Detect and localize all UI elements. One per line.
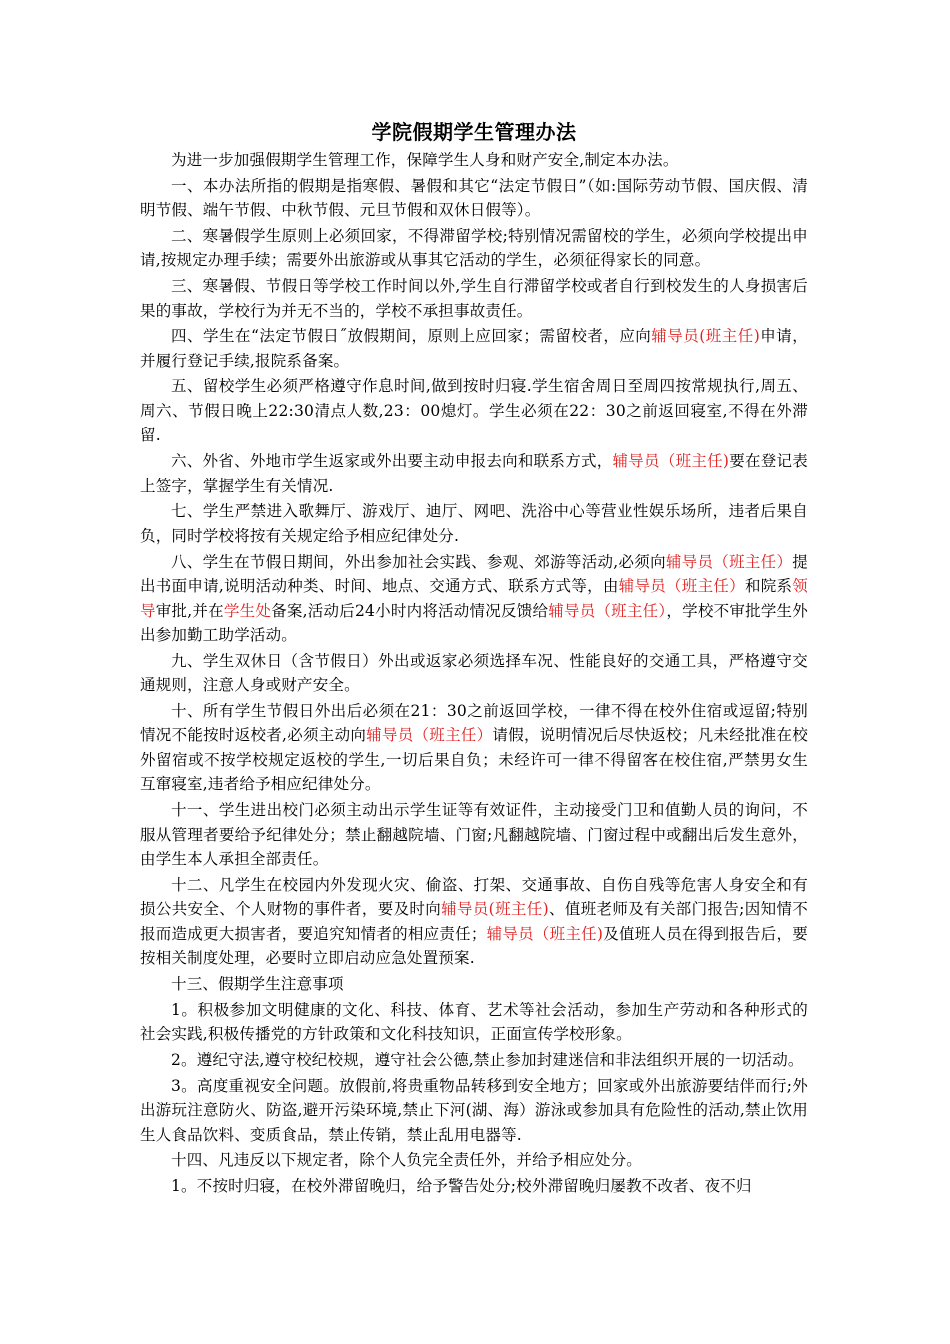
paragraph — [140, 274, 808, 323]
paragraph-text: 十、所有学生节假日外出后必须在21：30之前返回学校，一律不得在校外住宿或逗留;特别情况不能按时返校者,必须主动向 — [140, 701, 808, 745]
paragraph-text: 申请，并履行登记手续,报院系备案。 — [140, 327, 808, 370]
paragraph — [140, 499, 808, 548]
highlighted-text: 辅导员(班主任) — [441, 900, 549, 919]
highlighted-text: 辅导员（班主任） — [618, 577, 745, 595]
highlighted-text: 领导 — [140, 577, 808, 620]
paragraph-text: 十一、学生进出校门必须主动出示学生证等有效证件，主动接受门卫和值勤人员的询问，不服从管理者要给予纪律处分；禁止翻越院墙、门窗;凡翻越院墙、门窗过程中或翻出后发生意外，由学生本人承担全部责任。 — [140, 801, 808, 869]
highlighted-text: 辅导员（班主任） — [665, 552, 793, 571]
paragraph-text: 七、学生严禁进入歌舞厅、游戏厅、迪厅、网吧、洗浴中心等营业性娱乐场所，违者后果自负，同时学校将按有关规定给予相应纪律处分. — [140, 502, 808, 545]
document-title: 学院假期学生管理办法 — [371, 120, 577, 144]
highlighted-text: 学生处 — [223, 601, 272, 620]
paragraph — [140, 148, 808, 173]
paragraph-text: 十四、凡违反以下规定者，除个人负完全责任外，并给予相应处分。 — [171, 1151, 643, 1170]
paragraph-text: 审批,并在 — [155, 601, 224, 620]
paragraph — [140, 873, 808, 971]
paragraph-text: 三、寒暑假、节假日等学校工作时间以外,学生自行滞留学校或者自行到校发生的人身损害后果的事故，学校行为并无不当的，学校不承担事故责任。 — [140, 277, 808, 320]
paragraph-text: ，学校不审批学生外出参加勤工助学活动。 — [140, 601, 808, 644]
paragraph-text: 二、寒暑假学生原则上必须回家，不得滞留学校;特别情况需留校的学生，必须向学校提出申请,按规定办理手续；需要外出旅游或从事其它活动的学生，必须征得家长的同意。 — [140, 226, 808, 270]
paragraph-text: 备案,活动后24小时内将活动情况反馈给 — [271, 601, 549, 620]
paragraph-text: 四、学生在“法定节假日˝放假期间，原则上应回家；需留校者，应向 — [171, 327, 652, 346]
paragraph — [140, 324, 808, 373]
paragraph — [140, 224, 808, 273]
highlighted-text: 辅导员（班主任) — [486, 924, 604, 943]
paragraph — [140, 1048, 808, 1073]
paragraph-text: 3。高度重视安全问题。放假前,将贵重物品转移到安全地方；回家或外出旅游要结伴而行;外出游玩注意防火、防盗,避开污染环境,禁止下河(湖、海）游泳或参加具有危险性的活动,禁止饮用生人食品饮料、变质食品，禁止传销，禁止乱用电器等. — [140, 1076, 808, 1144]
highlighted-text: 辅导员(班主任) — [651, 327, 761, 346]
paragraph — [140, 998, 808, 1047]
paragraph — [140, 1174, 808, 1199]
paragraph-text: 2。遵纪守法,遵守校纪校规，遵守社会公德,禁止参加封建迷信和非法组织开展的一切活动。 — [171, 1050, 804, 1069]
paragraph-text: 为进一步加强假期学生管理工作，保障学生人身和财产安全,制定本办法。 — [171, 151, 679, 169]
paragraph-text: 提出书面申请,说明活动种类、时间、地点、交通方式、联系方式等，由 — [140, 552, 808, 595]
paragraph-text: 和院系 — [744, 577, 793, 595]
document-body — [140, 148, 808, 1198]
paragraph — [140, 449, 808, 498]
paragraph-text: 六、外省、外地市学生返家或外出要主动申报去向和联系方式， — [171, 452, 613, 471]
paragraph-text: 要在登记表上签字，掌握学生有关情况. — [140, 452, 808, 495]
paragraph-text: 1。不按时归寝，在校外滞留晚归，给予警告处分;校外滞留晚归屡教不改者、夜不归 — [171, 1176, 752, 1195]
paragraph — [140, 550, 808, 648]
paragraph-text: 九、学生双休日（含节假日）外出或返家必须选择车况、性能良好的交通工具，严格遵守交通规则，注意人身或财产安全。 — [140, 651, 808, 695]
paragraph — [140, 798, 808, 872]
paragraph-text: 八、学生在节假日期间，外出参加社会实践、参观、郊游等活动,必须向 — [171, 552, 666, 571]
paragraph — [140, 1074, 808, 1148]
document-page — [140, 118, 808, 1200]
paragraph-text: 、值班老师及有关部门报告;因知情不报而造成更大损害者，要追究知情者的相应责任； — [140, 900, 808, 943]
paragraph-text: 十三、假期学生注意事项 — [171, 974, 344, 993]
paragraph — [140, 972, 808, 997]
paragraph-text: 五、留校学生必须严格遵守作息时间,做到按时归寝.学生宿舍周日至周四按常规执行,周五、周六、节假日晚上22:30清点人数,23：00熄灯。学生必须在22：30之前返回寝室,不得在外滞留. — [140, 377, 808, 445]
highlighted-text: 辅导员（班主任） — [548, 601, 667, 620]
highlighted-text: 辅导员（班主任） — [366, 726, 493, 745]
paragraph — [140, 699, 808, 797]
highlighted-text: 辅导员（班主任) — [612, 452, 730, 471]
paragraph-text: 一、本办法所指的假期是指寒假、暑假和其它“法定节假日”（如:国际劳动节假、国庆假、清明节假、端午节假、中秋节假、元旦节假和双休日假等）。 — [140, 176, 808, 220]
paragraph — [140, 1148, 808, 1173]
paragraph — [140, 374, 808, 448]
paragraph-text: 及值班人员在得到报告后，要按相关制度处理，必要时立即启动应急处置预案. — [140, 924, 808, 968]
paragraph-text: 请假，说明情况后尽快返校；凡未经批准在校外留宿或不按学校规定返校的学生,一切后果自负；未经许可一律不得留客在校住宿,严禁男女生互窜寝室,违者给予相应纪律处分。 — [140, 726, 808, 794]
paragraph — [140, 174, 808, 223]
paragraph-text: 十二、凡学生在校园内外发现火灾、偷盗、打架、交通事故、自伤自残等危害人身安全和有损公共安全、个人财物的事件者，要及时向 — [140, 875, 808, 919]
paragraph-text: 1。积极参加文明健康的文化、科技、体育、艺术等社会活动，参加生产劳动和各种形式的社会实践,积极传播党的方针政策和文化科技知识，正面宣传学校形象。 — [140, 1000, 808, 1044]
paragraph — [140, 649, 808, 698]
